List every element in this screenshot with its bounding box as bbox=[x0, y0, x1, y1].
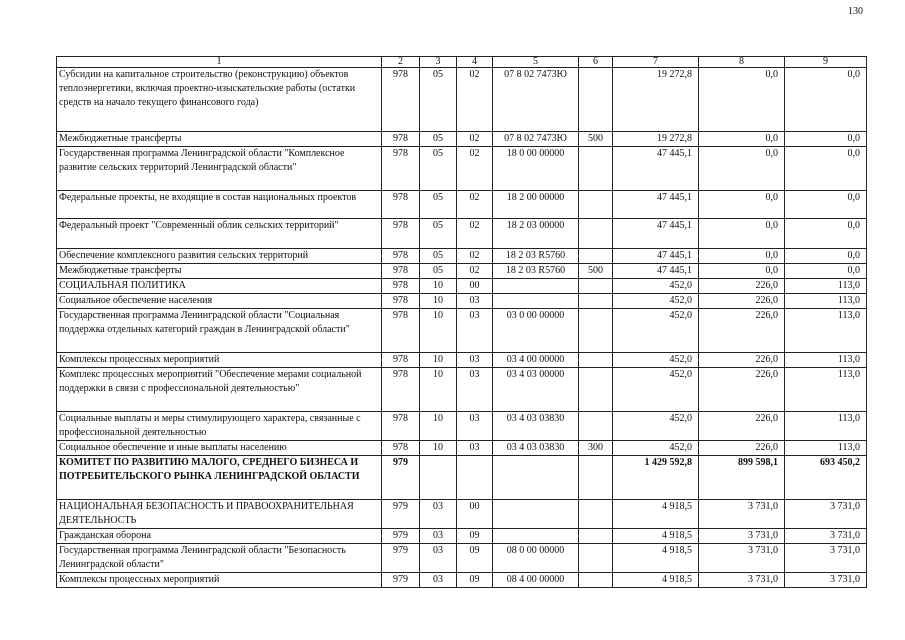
amount-year-1: 47 445,1 bbox=[613, 249, 699, 264]
code-target-article: 18 2 03 R5760 bbox=[493, 249, 579, 264]
item-name: Комплексы процессных мероприятий bbox=[57, 573, 382, 588]
code-section: 05 bbox=[420, 264, 457, 279]
table-row bbox=[57, 147, 867, 191]
amount-year-3: 0,0 bbox=[785, 132, 867, 147]
code-subsection: 03 bbox=[457, 353, 493, 368]
amount-year-3: 113,0 bbox=[785, 353, 867, 368]
code-subsection: 02 bbox=[457, 132, 493, 147]
item-name: Обеспечение комплексного развития сельских территорий bbox=[57, 249, 382, 264]
code-subsection: 02 bbox=[457, 219, 493, 249]
code-subsection: 00 bbox=[457, 279, 493, 294]
amount-year-3: 113,0 bbox=[785, 412, 867, 441]
code-section: 10 bbox=[420, 353, 457, 368]
amount-year-2: 226,0 bbox=[699, 368, 785, 412]
code-subsection: 02 bbox=[457, 68, 493, 132]
code-subsection bbox=[457, 456, 493, 500]
amount-year-2: 3 731,0 bbox=[699, 529, 785, 544]
amount-year-2: 899 598,1 bbox=[699, 456, 785, 500]
column-number-8: 8 bbox=[699, 57, 785, 68]
code-subsection: 03 bbox=[457, 412, 493, 441]
code-expense-type bbox=[579, 294, 613, 309]
code-expense-type bbox=[579, 544, 613, 573]
code-target-article: 18 0 00 00000 bbox=[493, 147, 579, 191]
code-section: 10 bbox=[420, 412, 457, 441]
code-section: 03 bbox=[420, 500, 457, 529]
code-subsection: 03 bbox=[457, 368, 493, 412]
code-ministry: 978 bbox=[382, 249, 420, 264]
table-row bbox=[57, 219, 867, 249]
amount-year-3: 113,0 bbox=[785, 279, 867, 294]
code-expense-type: 500 bbox=[579, 264, 613, 279]
amount-year-1: 452,0 bbox=[613, 309, 699, 353]
amount-year-3: 113,0 bbox=[785, 294, 867, 309]
code-target-article: 18 2 00 00000 bbox=[493, 191, 579, 219]
code-expense-type bbox=[579, 456, 613, 500]
code-section: 10 bbox=[420, 368, 457, 412]
code-expense-type bbox=[579, 219, 613, 249]
item-name: Межбюджетные трансферты bbox=[57, 132, 382, 147]
code-section: 10 bbox=[420, 294, 457, 309]
table-row bbox=[57, 441, 867, 456]
amount-year-3: 3 731,0 bbox=[785, 500, 867, 529]
amount-year-2: 3 731,0 bbox=[699, 500, 785, 529]
code-section: 05 bbox=[420, 191, 457, 219]
amount-year-2: 226,0 bbox=[699, 309, 785, 353]
code-section: 05 bbox=[420, 249, 457, 264]
amount-year-1: 452,0 bbox=[613, 294, 699, 309]
code-ministry: 978 bbox=[382, 368, 420, 412]
code-subsection: 03 bbox=[457, 309, 493, 353]
amount-year-1: 4 918,5 bbox=[613, 573, 699, 588]
code-ministry: 979 bbox=[382, 529, 420, 544]
code-ministry: 979 bbox=[382, 500, 420, 529]
code-target-article: 18 2 03 00000 bbox=[493, 219, 579, 249]
item-name: Комплекс процессных мероприятий "Обеспечение мерами социальной поддержки в связи с профессиональной деятельностью" bbox=[57, 368, 382, 412]
code-expense-type bbox=[579, 412, 613, 441]
amount-year-3: 0,0 bbox=[785, 147, 867, 191]
code-subsection: 09 bbox=[457, 573, 493, 588]
column-number-1: 1 bbox=[57, 57, 382, 68]
amount-year-2: 226,0 bbox=[699, 279, 785, 294]
item-name: Социальное обеспечение и иные выплаты населению bbox=[57, 441, 382, 456]
code-ministry: 978 bbox=[382, 279, 420, 294]
table-row bbox=[57, 191, 867, 219]
code-target-article bbox=[493, 456, 579, 500]
item-name: Межбюджетные трансферты bbox=[57, 264, 382, 279]
code-expense-type bbox=[579, 68, 613, 132]
amount-year-3: 0,0 bbox=[785, 219, 867, 249]
item-name: Государственная программа Ленинградской области "Комплексное развитие сельских территорий Ленинградской области" bbox=[57, 147, 382, 191]
column-number-3: 3 bbox=[420, 57, 457, 68]
amount-year-3: 3 731,0 bbox=[785, 573, 867, 588]
item-name: Субсидии на капитальное строительство (реконструкцию) объектов теплоэнергетики, включая проектно-изыскательские работы (остатки средств на начало текущего финансового года) bbox=[57, 68, 382, 132]
code-section: 10 bbox=[420, 309, 457, 353]
table-row bbox=[57, 132, 867, 147]
code-section: 05 bbox=[420, 219, 457, 249]
code-ministry: 979 bbox=[382, 544, 420, 573]
code-ministry: 978 bbox=[382, 264, 420, 279]
code-target-article bbox=[493, 529, 579, 544]
table-row bbox=[57, 544, 867, 573]
table-row bbox=[57, 309, 867, 353]
code-subsection: 09 bbox=[457, 529, 493, 544]
amount-year-1: 19 272,8 bbox=[613, 68, 699, 132]
code-expense-type bbox=[579, 500, 613, 529]
code-subsection: 02 bbox=[457, 264, 493, 279]
code-section: 03 bbox=[420, 573, 457, 588]
amount-year-3: 0,0 bbox=[785, 191, 867, 219]
table-row bbox=[57, 279, 867, 294]
amount-year-1: 452,0 bbox=[613, 368, 699, 412]
table-row bbox=[57, 500, 867, 529]
item-name: Социальное обеспечение населения bbox=[57, 294, 382, 309]
code-target-article: 08 0 00 00000 bbox=[493, 544, 579, 573]
code-expense-type bbox=[579, 249, 613, 264]
code-target-article: 08 4 00 00000 bbox=[493, 573, 579, 588]
item-name: Федеральные проекты, не входящие в состав национальных проектов bbox=[57, 191, 382, 219]
table-row bbox=[57, 249, 867, 264]
amount-year-3: 0,0 bbox=[785, 264, 867, 279]
amount-year-2: 0,0 bbox=[699, 147, 785, 191]
table-row bbox=[57, 68, 867, 132]
amount-year-2: 0,0 bbox=[699, 191, 785, 219]
amount-year-2: 226,0 bbox=[699, 441, 785, 456]
code-ministry: 978 bbox=[382, 68, 420, 132]
amount-year-1: 452,0 bbox=[613, 441, 699, 456]
code-expense-type: 500 bbox=[579, 132, 613, 147]
table-row bbox=[57, 264, 867, 279]
code-expense-type bbox=[579, 309, 613, 353]
code-subsection: 00 bbox=[457, 500, 493, 529]
code-target-article bbox=[493, 500, 579, 529]
column-number-7: 7 bbox=[613, 57, 699, 68]
item-name: СОЦИАЛЬНАЯ ПОЛИТИКА bbox=[57, 279, 382, 294]
amount-year-3: 0,0 bbox=[785, 249, 867, 264]
code-target-article: 03 0 00 00000 bbox=[493, 309, 579, 353]
code-expense-type bbox=[579, 191, 613, 219]
amount-year-1: 1 429 592,8 bbox=[613, 456, 699, 500]
amount-year-3: 113,0 bbox=[785, 309, 867, 353]
item-name: Федеральный проект "Современный облик сельских территорий" bbox=[57, 219, 382, 249]
code-ministry: 978 bbox=[382, 441, 420, 456]
code-target-article bbox=[493, 279, 579, 294]
amount-year-3: 3 731,0 bbox=[785, 529, 867, 544]
code-target-article: 03 4 03 00000 bbox=[493, 368, 579, 412]
code-target-article: 03 4 03 03830 bbox=[493, 441, 579, 456]
code-section: 10 bbox=[420, 441, 457, 456]
code-subsection: 03 bbox=[457, 441, 493, 456]
table-row bbox=[57, 529, 867, 544]
amount-year-1: 47 445,1 bbox=[613, 147, 699, 191]
page-number: 130 bbox=[848, 6, 863, 17]
code-subsection: 09 bbox=[457, 544, 493, 573]
code-expense-type bbox=[579, 573, 613, 588]
table-row bbox=[57, 573, 867, 588]
amount-year-3: 693 450,2 bbox=[785, 456, 867, 500]
column-number-6: 6 bbox=[579, 57, 613, 68]
amount-year-2: 0,0 bbox=[699, 249, 785, 264]
code-section: 05 bbox=[420, 147, 457, 191]
code-subsection: 02 bbox=[457, 249, 493, 264]
code-target-article: 03 4 00 00000 bbox=[493, 353, 579, 368]
column-number-9: 9 bbox=[785, 57, 867, 68]
item-name: КОМИТЕТ ПО РАЗВИТИЮ МАЛОГО, СРЕДНЕГО БИЗНЕСА И ПОТРЕБИТЕЛЬСКОГО РЫНКА ЛЕНИНГРАДСКОЙ ОБЛАСТИ bbox=[57, 456, 382, 500]
code-section bbox=[420, 456, 457, 500]
amount-year-1: 47 445,1 bbox=[613, 264, 699, 279]
code-ministry: 978 bbox=[382, 294, 420, 309]
code-section: 03 bbox=[420, 529, 457, 544]
code-ministry: 978 bbox=[382, 353, 420, 368]
table-row bbox=[57, 368, 867, 412]
amount-year-3: 0,0 bbox=[785, 68, 867, 132]
amount-year-2: 0,0 bbox=[699, 264, 785, 279]
code-subsection: 02 bbox=[457, 147, 493, 191]
table-row bbox=[57, 412, 867, 441]
code-section: 05 bbox=[420, 132, 457, 147]
code-ministry: 978 bbox=[382, 219, 420, 249]
code-target-article: 07 8 02 7473Ю bbox=[493, 68, 579, 132]
code-expense-type bbox=[579, 353, 613, 368]
amount-year-2: 0,0 bbox=[699, 132, 785, 147]
code-ministry: 978 bbox=[382, 412, 420, 441]
amount-year-1: 452,0 bbox=[613, 353, 699, 368]
code-ministry: 978 bbox=[382, 309, 420, 353]
item-name: Государственная программа Ленинградской области "Социальная поддержка отдельных категорий граждан в Ленинградской области" bbox=[57, 309, 382, 353]
table-row bbox=[57, 294, 867, 309]
code-ministry: 978 bbox=[382, 132, 420, 147]
amount-year-3: 3 731,0 bbox=[785, 544, 867, 573]
amount-year-2: 226,0 bbox=[699, 294, 785, 309]
code-subsection: 03 bbox=[457, 294, 493, 309]
column-number-4: 4 bbox=[457, 57, 493, 68]
item-name: Государственная программа Ленинградской области "Безопасность Ленинградской области" bbox=[57, 544, 382, 573]
code-expense-type bbox=[579, 529, 613, 544]
code-expense-type: 300 bbox=[579, 441, 613, 456]
amount-year-2: 226,0 bbox=[699, 353, 785, 368]
code-section: 10 bbox=[420, 279, 457, 294]
code-target-article: 07 8 02 7473Ю bbox=[493, 132, 579, 147]
amount-year-1: 4 918,5 bbox=[613, 544, 699, 573]
amount-year-3: 113,0 bbox=[785, 368, 867, 412]
amount-year-2: 226,0 bbox=[699, 412, 785, 441]
item-name: Социальные выплаты и меры стимулирующего характера, связанные с профессиональной деятельностью bbox=[57, 412, 382, 441]
amount-year-2: 0,0 bbox=[699, 219, 785, 249]
item-name: Гражданская оборона bbox=[57, 529, 382, 544]
amount-year-1: 47 445,1 bbox=[613, 191, 699, 219]
amount-year-2: 3 731,0 bbox=[699, 573, 785, 588]
table-row bbox=[57, 353, 867, 368]
item-name: Комплексы процессных мероприятий bbox=[57, 353, 382, 368]
code-ministry: 979 bbox=[382, 456, 420, 500]
amount-year-1: 47 445,1 bbox=[613, 219, 699, 249]
code-ministry: 978 bbox=[382, 191, 420, 219]
amount-year-3: 113,0 bbox=[785, 441, 867, 456]
code-target-article: 03 4 03 03830 bbox=[493, 412, 579, 441]
code-target-article bbox=[493, 294, 579, 309]
amount-year-1: 452,0 bbox=[613, 412, 699, 441]
amount-year-1: 4 918,5 bbox=[613, 500, 699, 529]
amount-year-2: 3 731,0 bbox=[699, 544, 785, 573]
code-subsection: 02 bbox=[457, 191, 493, 219]
column-number-2: 2 bbox=[382, 57, 420, 68]
code-expense-type bbox=[579, 368, 613, 412]
table-header-row bbox=[57, 57, 867, 68]
code-section: 05 bbox=[420, 68, 457, 132]
amount-year-1: 19 272,8 bbox=[613, 132, 699, 147]
item-name: НАЦИОНАЛЬНАЯ БЕЗОПАСНОСТЬ И ПРАВООХРАНИТЕЛЬНАЯ ДЕЯТЕЛЬНОСТЬ bbox=[57, 500, 382, 529]
code-ministry: 978 bbox=[382, 147, 420, 191]
table-row bbox=[57, 456, 867, 500]
amount-year-2: 0,0 bbox=[699, 68, 785, 132]
amount-year-1: 452,0 bbox=[613, 279, 699, 294]
code-expense-type bbox=[579, 279, 613, 294]
code-ministry: 979 bbox=[382, 573, 420, 588]
code-target-article: 18 2 03 R5760 bbox=[493, 264, 579, 279]
amount-year-1: 4 918,5 bbox=[613, 529, 699, 544]
budget-table bbox=[56, 56, 867, 588]
code-expense-type bbox=[579, 147, 613, 191]
column-number-5: 5 bbox=[493, 57, 579, 68]
code-section: 03 bbox=[420, 544, 457, 573]
